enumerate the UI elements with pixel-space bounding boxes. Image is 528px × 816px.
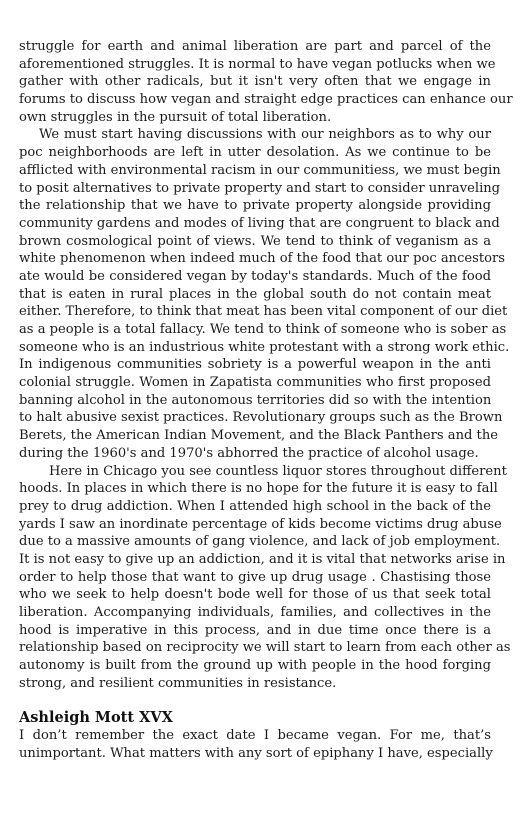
text-line: hood is imperative in this process, and in due time once there is a [19, 622, 491, 638]
text-line: yards I saw an inordinate percentage of kids become victims drug abuse [19, 516, 502, 532]
text-line: to posit alternatives to private property and start to consider unraveling [19, 180, 501, 196]
text-line: Berets, the American Indian Movement, and the Black Panthers and the [19, 428, 498, 444]
text-line: hoods. In places in which there is no hope for the future it is easy to fall [19, 481, 498, 497]
paragraph-2 [19, 126, 510, 462]
text-line: poc neighborhoods are left in utter desolation. As we continue to be [19, 145, 491, 161]
text-line: afflicted with environmental racism in our communitiess, we must begin [19, 162, 501, 178]
text-line: as a people is a total fallacy. We tend to think of someone who is sober as [19, 322, 507, 337]
document-page [19, 38, 513, 763]
text-line: We must start having discussions with our neighbors as to why our [39, 127, 491, 143]
text-line: In indigenous communities sobriety is a powerful weapon in the anti [19, 357, 491, 373]
text-line: liberation. Accompanying individuals, families, and collectives in the [19, 605, 491, 620]
text-line: who we seek to help doesn't bode well for those of us that seek total [19, 587, 491, 603]
text-line: aforementioned struggles. It is normal to have vegan potlucks when we [19, 56, 496, 72]
text-line: order to help those that want to give up drug usage . Chastising those [19, 569, 491, 585]
text-line: that is eaten in rural places in the global south do not contain meat [19, 286, 491, 302]
text-line: ate would be considered vegan by today's standards. Much of the food [19, 268, 491, 284]
text-line: gather with other radicals, but it isn't very often that we engage in [19, 74, 491, 90]
text-line: strong, and resilient communities in resistance. [19, 675, 337, 691]
text-line: due to a massive amounts of gang violence, and lack of job employment. [19, 534, 501, 550]
text-line: someone who is an industrious white protestant with a strong work ethic. [19, 339, 510, 355]
section-author-heading: Ashleigh Mott XVX [19, 709, 173, 727]
text-line: forums to discuss how vegan and straight edge practices can enhance our [19, 92, 513, 108]
text-line: own struggles in the pursuit of total liberation. [19, 109, 332, 125]
text-line: unimportant. What matters with any sort of epiphany I have, especially [19, 746, 493, 762]
text-line: to halt abusive sexist practices. Revolutionary groups such as the Brown [19, 410, 503, 426]
paragraph-1 [19, 38, 513, 126]
text-line: either. Therefore, to think that meat has been vital component of our diet [19, 304, 508, 320]
text-line: colonial struggle. Women in Zapatista communities who first proposed [19, 375, 491, 391]
text-line: prey to drug addiction. When I attended high school in the back of the [19, 498, 491, 514]
section-paragraph [19, 727, 491, 762]
text-line: autonomy is built from the ground up with people in the hood forging [19, 658, 491, 674]
text-line: relationship based on reciprocity we will start to learn from each other as [19, 640, 511, 656]
text-line: It is not easy to give up an addiction, and it is vital that networks arise in [19, 551, 506, 567]
paragraph-3 [19, 463, 511, 693]
text-line: community gardens and modes of living that are congruent to black and [19, 215, 500, 231]
text-line: white phenomenon when indeed much of the food that our poc ancestors [19, 251, 506, 267]
text-line: I don’t remember the exact date I became vegan. For me, that’s [19, 728, 491, 744]
text-line: struggle for earth and animal liberation are part and parcel of the [19, 39, 491, 54]
text-line: the relationship that we have to private property alongside providing [19, 198, 491, 214]
text-line: brown cosmological point of views. We tend to think of veganism as a [19, 233, 491, 249]
text-line: during the 1960's and 1970's abhorred the practice of alcohol usage. [19, 445, 479, 461]
text-line: banning alcohol in the autonomous territories did so with the intention [19, 392, 492, 408]
text-line: Here in Chicago you see countless liquor stores throughout different [49, 463, 507, 479]
